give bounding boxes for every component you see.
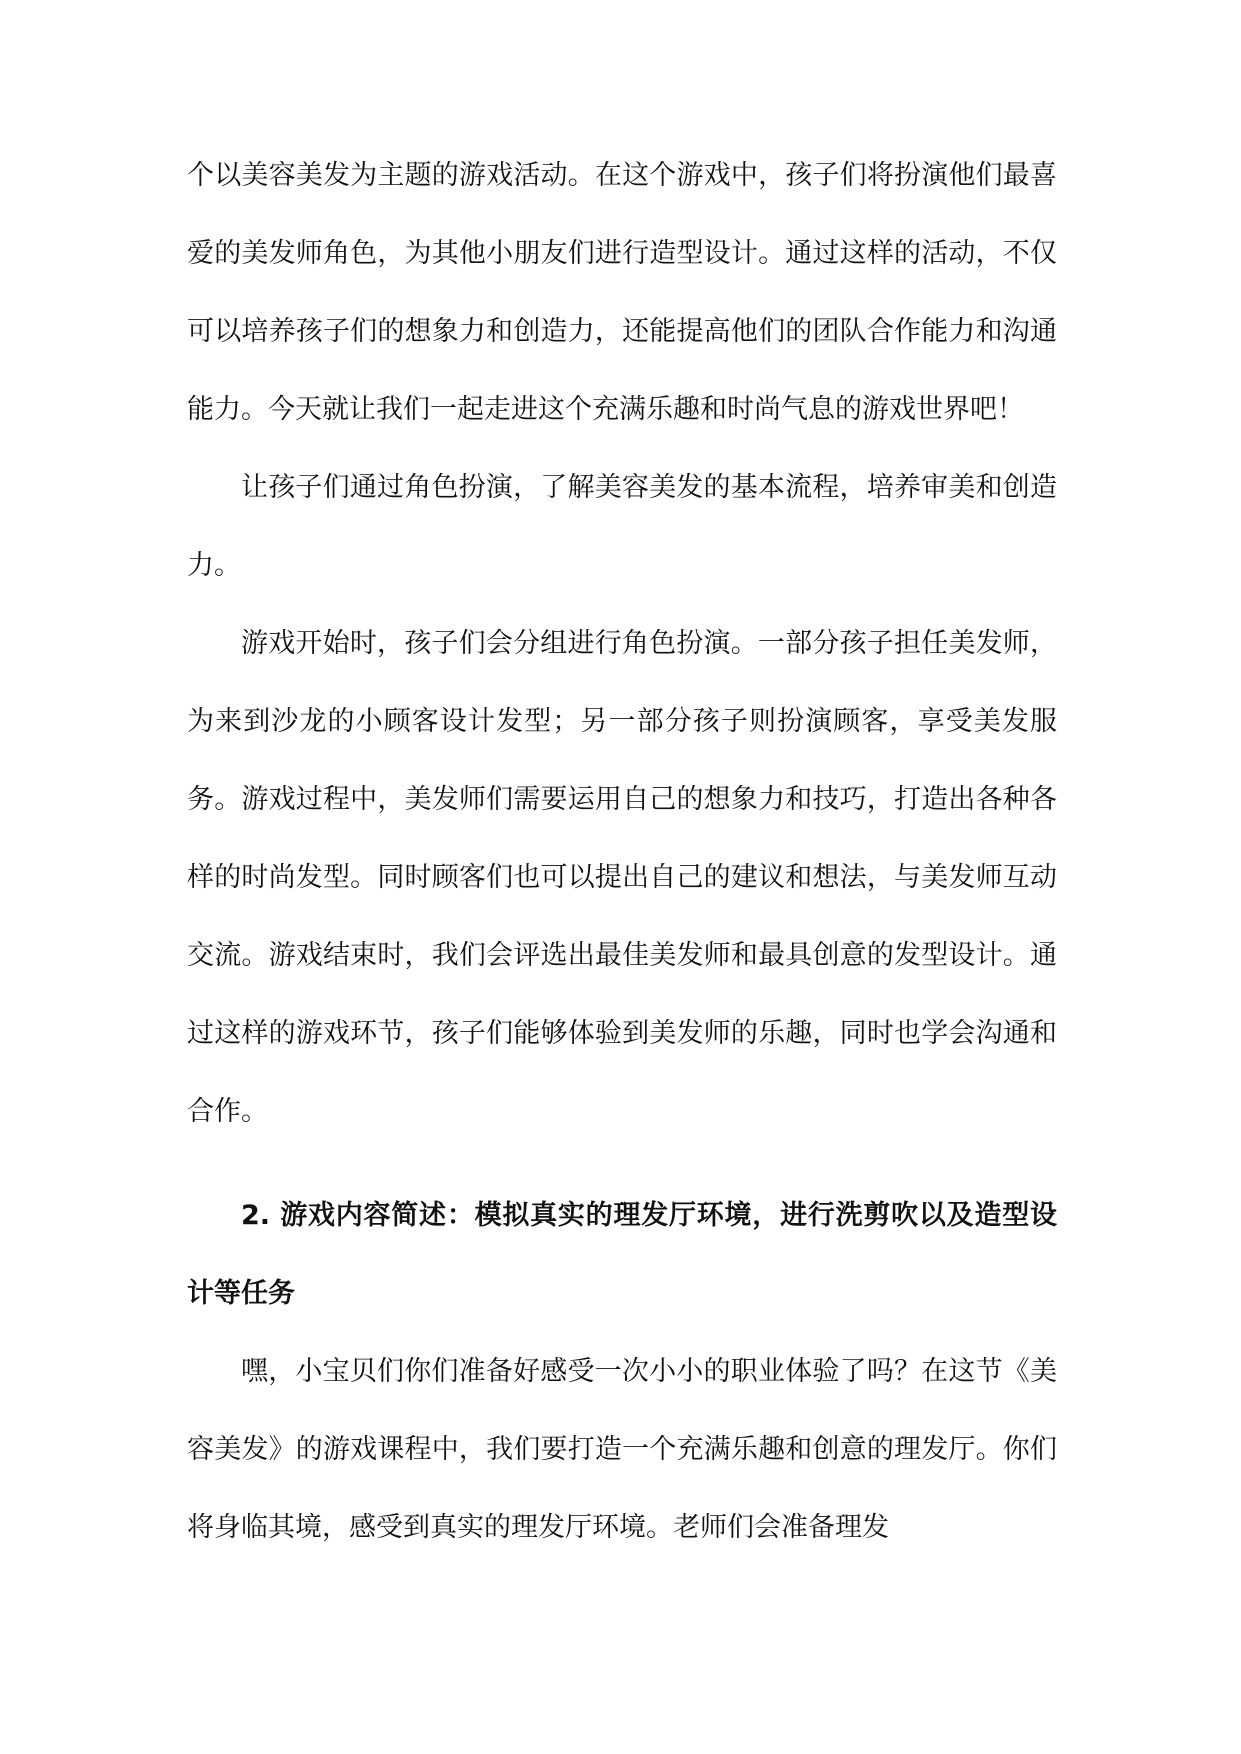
section-heading: 2. 游戏内容简述：模拟真实的理发厅环境，进行洗剪吹以及造型设计等任务 <box>187 1200 1057 1309</box>
paragraph-salon-intro: 嘿，小宝贝们你们准备好感受一次小小的职业体验了吗？在这节《美容美发》的游戏课程中，我们要打造一个充满乐趣和创意的理发厅。你们将身临其境，感受到真实的理发厅环境。老师们会准备理发 <box>187 1356 1057 1543</box>
paragraph-intro: 个以美容美发为主题的游戏活动。在这个游戏中，孩子们将扮演他们最喜爱的美发师角色，为其他小朋友们进行造型设计。通过这样的活动，不仅可以培养孩子们的想象力和创造力，还能提高他们的团队合作能力和沟通能力。今天就让我们一起走进这个充满乐趣和时尚气息的游戏世界吧！ <box>187 160 1057 425</box>
document-page <box>187 137 1057 1567</box>
paragraph-goal: 让孩子们通过角色扮演，了解美容美发的基本流程，培养审美和创造力。 <box>187 472 1057 581</box>
paragraph-game-process: 游戏开始时，孩子们会分组进行角色扮演。一部分孩子担任美发师，为来到沙龙的小顾客设计发型；另一部分孩子则扮演顾客，享受美发服务。游戏过程中，美发师们需要运用自己的想象力和技巧，打造出各种各样的时尚发型。同时顾客们也可以提出自己的建议和想法，与美发师互动交流。游戏结束时，我们会评选出最佳美发师和最具创意的发型设计。通过这样的游戏环节，孩子们能够体验到美发师的乐趣，同时也学会沟通和合作。 <box>187 628 1057 1127</box>
